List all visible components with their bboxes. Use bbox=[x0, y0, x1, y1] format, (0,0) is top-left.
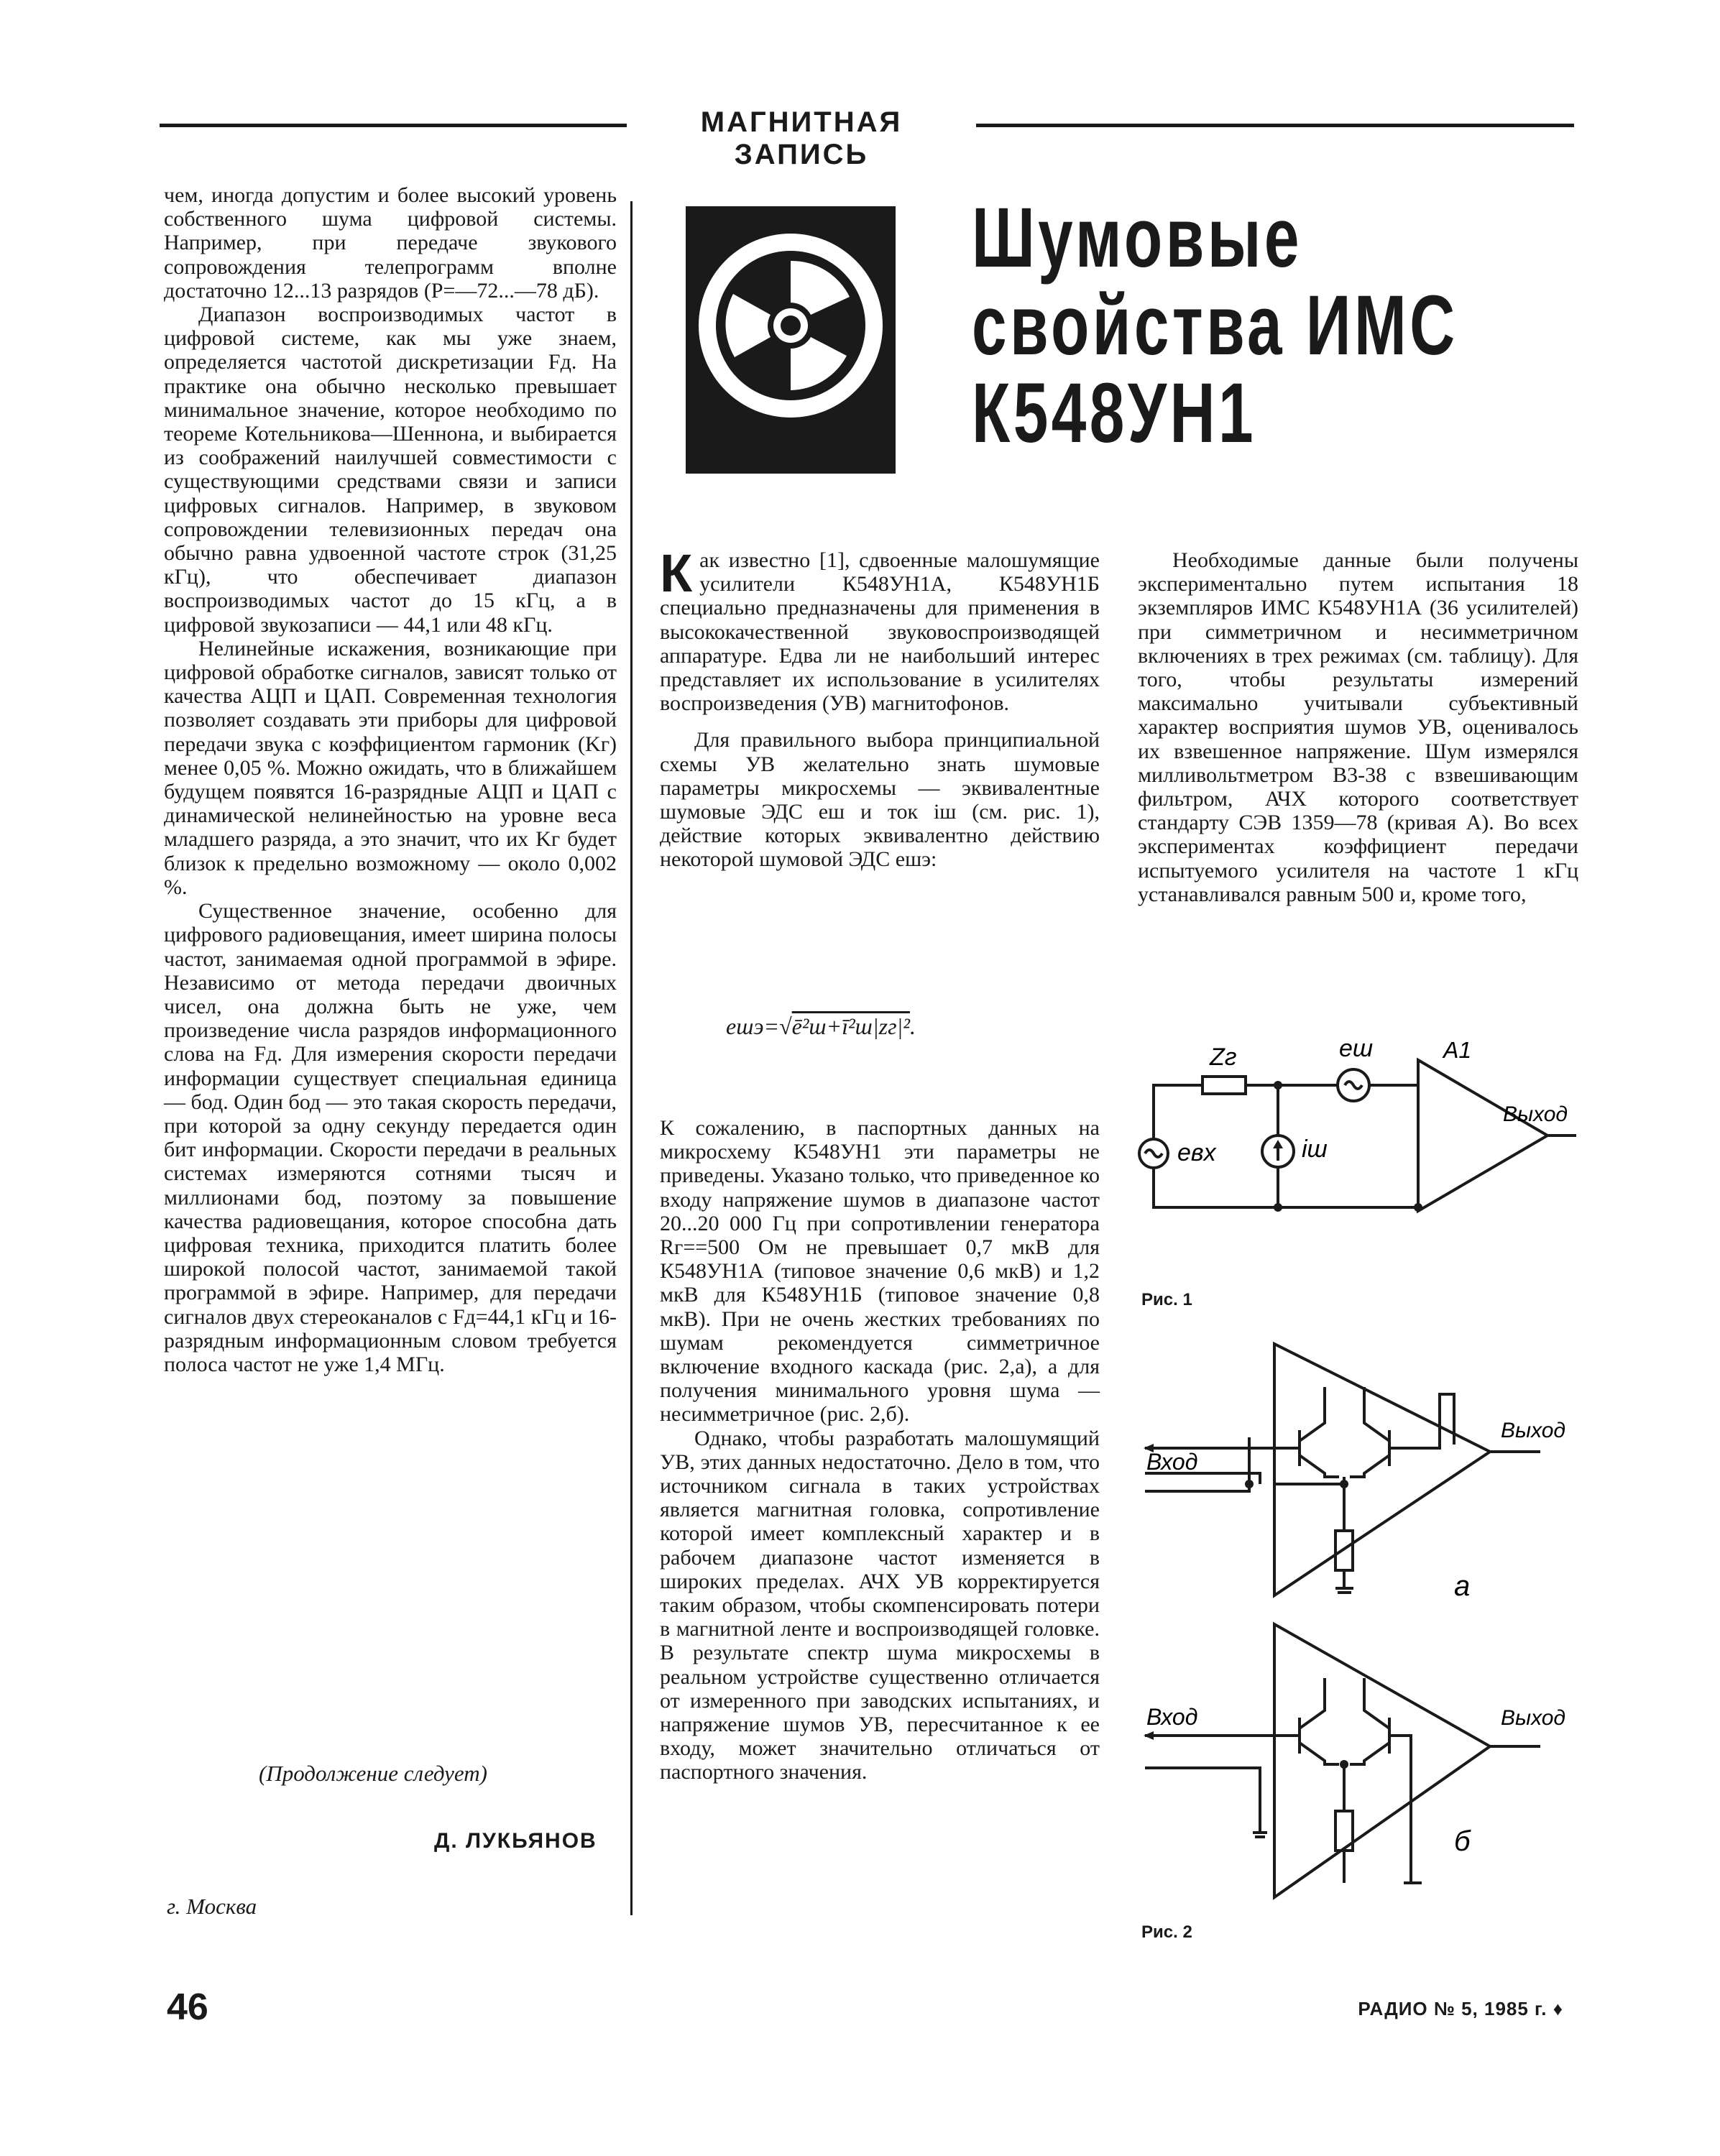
label-out-a: Выход bbox=[1501, 1419, 1566, 1442]
column-divider bbox=[630, 201, 633, 1915]
title-line: К548УН1 bbox=[972, 366, 1257, 461]
page-number: 46 bbox=[167, 1986, 208, 2028]
left-paragraph: чем, иногда допустим и более высокий уровень собственного шума цифровой системы. Например, при передаче звукового сопровождения телепрограмм вполне достаточно 12...13 разрядов (Р=—72...—78 дБ). bbox=[164, 183, 617, 303]
middle-paragraph: К сожалению, в паспортных данных на микросхему К548УН1 эти параметры не приведены. Указано только, что приведенное ко входу напряжение шумов в диапазоне частот 20...20 000 Гц при сопротивлении генератора Rг==500 Ом не превышает 0,7 мкВ для К548УН1А (типовое значение 0,6 мкВ) и 1,2 мкВ для К548УН1Б (типовое значение 0,8 мкВ). При не очень жестких требованиях по шумам рекомендуется симметричное включение входного каскада (рис. 2,а), а для получения минимального уровня шума — несимметричное (рис. 2,б). bbox=[660, 1116, 1100, 1427]
right-paragraph: Необходимые данные были получены экспериментально путем испытания 18 экземпляров ИМС К548УН1А (36 усилителей) при симметричном и несимметричном включениях в трех режимах (см. таблицу). Для того, чтобы результаты измерений максимально учитывали субъективный характер восприятия шумов УВ, оценивалось их взвешенное напряжение. Шум измерялся милливольтметром В3-38 с взвешивающим фильтром, АЧХ которого соответствует стандарту СЭВ 1359—78 (кривая А). Во всех экспериментах коэффициент передачи испытуемого усилителя на частоте 1 кГц устанавливался равным 500 и, кроме того, bbox=[1138, 548, 1578, 906]
continuation-note: (Продолжение следует) bbox=[259, 1761, 487, 1786]
tape-reel-icon bbox=[683, 203, 898, 476]
label-sub-b: б bbox=[1454, 1825, 1471, 1857]
label-evx: eвх bbox=[1177, 1139, 1216, 1166]
left-paragraph: Нелинейные искажения, возникающие при цифровой обработке сигналов, зависят только от качества АЦП и ЦАП. Современная технология позволяет создавать эти приборы для цифровой передачи звука с коэффициентом гармоник (Kг) менее 0,05 %. Можно ожидать, что в ближайшем будущем появятся 16-разрядные АЦП и ЦАП с динамической нелинейностью на уровне веса младшего разряда, а это значит, что их Kг будет близок к предельно возможному — около 0,002 %. bbox=[164, 636, 617, 899]
label-esh: eш bbox=[1339, 1042, 1374, 1062]
issue-info: РАДИО № 5, 1985 г. ♦ bbox=[1358, 1998, 1563, 2019]
label-a1: A1 bbox=[1443, 1042, 1472, 1063]
author-city: г. Москва bbox=[167, 1894, 257, 1919]
opamp-a1 bbox=[1418, 1060, 1547, 1211]
label-ish: iш bbox=[1302, 1135, 1328, 1163]
figure-2 bbox=[1138, 1337, 1583, 1912]
middle-paragraph: ак известно [1], сдвоенные малошумящие усилители К548УН1А, К548УН1Б специально предназначены для применения в высококачественной звуковоспроизводящей аппаратуре. Едва ли не наибольший интерес представляет их использование в усилителях воспроизведения (УВ) магнитофонов. bbox=[660, 548, 1100, 716]
middle-column-top bbox=[660, 543, 1100, 872]
noise-formula bbox=[726, 1013, 916, 1040]
label-zg: Zг bbox=[1210, 1044, 1237, 1071]
title-line: свойства ИМС bbox=[972, 278, 1458, 373]
figure-2-caption: Рис. 2 bbox=[1141, 1922, 1192, 1942]
middle-column-bottom bbox=[660, 1116, 1100, 1784]
middle-paragraph: Однако, чтобы разработать малошумящий УВ, этих данных недостаточно. Дело в том, что источником сигнала в таких устройствах является магнитная головка, сопротивление которой имеет комплексный характер и в рабочем диапазоне частот изменяется в широких пределах. АЧХ УВ корректируется таким образом, чтобы скомпенсировать потери в магнитной ленте и воспроизводящей головке. В результате спектр шума микросхемы в реальном устройстве существенно отличается от измеренного при заводских испытаниях, и напряжение шумов УВ, пересчитанное к ее входу, может значительно отличаться от паспортного значения. bbox=[660, 1426, 1100, 1784]
title-line: Шумовые bbox=[972, 190, 1302, 285]
label-in-b: Вход bbox=[1146, 1704, 1198, 1730]
formula-end: . bbox=[909, 1013, 916, 1039]
left-paragraph: Диапазон воспроизводимых частот в цифровой системе, как мы уже знаем, определяется частотой дискретизации Fд. На практике она обычно несколько превышает минимальное значение, которое необходимо по теореме Котельникова—Шеннона, и выбирается из соображений наилучшей совместимости с существующими средствами связи и записи цифровых сигналов. Например, в звуковом сопровождении телевизионных передач она обычно равна удвоенной частоте строк (31,25 кГц), что обеспечивает диапазон воспроизводимых частот до 15 кГц, а в цифровой звукозаписи — 44,1 или 48 кГц. bbox=[164, 303, 617, 637]
author-name: Д. ЛУКЬЯНОВ bbox=[434, 1829, 597, 1853]
section-title: МАГНИТНАЯ ЗАПИСЬ bbox=[700, 106, 903, 170]
middle-paragraph: Для правильного выбора принципиальной схемы УВ желательно знать шумовые параметры микросхемы — эквивалентные шумовые ЭДС eш и ток iш (см. рис. 1), действие которых эквивалентно действию некоторой шумовой ЭДС eшэ: bbox=[660, 728, 1100, 872]
left-column bbox=[164, 183, 617, 1376]
label-sub-a: а bbox=[1454, 1570, 1471, 1602]
label-out: Выход bbox=[1503, 1102, 1568, 1126]
header-rule-right bbox=[976, 124, 1574, 127]
right-column bbox=[1138, 548, 1578, 906]
opamp-a bbox=[1274, 1344, 1490, 1595]
header-rule-left bbox=[160, 124, 627, 127]
article-title bbox=[972, 190, 1458, 461]
formula-lhs: eшэ=√ bbox=[726, 1013, 792, 1039]
left-paragraph: Существенное значение, особенно для цифрового радиовещания, имеет ширина полосы частот, занимаемая одной программой в эфире. Независимо от метода передачи двоичных чисел, она должна быть не уже, чем произведение числа разрядов информационного слова на Fд. Для измерения скорости передачи информации существует специальная единица — бод. Один бод — это такая скорость передачи, при которой за одну секунду передается один бит информации. Скорости передачи в реальных системах измеряются сотнями тысяч и миллионами бод, поэтому за повышение качества радиовещания, которое способна дать цифровая техника, приходится платить более широкой полосой частот, занимаемой такой программой в эфире. Например, для передачи сигналов двух стереоканалов с Fд=44,1 кГц и 16-разрядным информационным словом требуется полоса частот не уже 1,4 МГц. bbox=[164, 899, 617, 1376]
label-in-a: Вход bbox=[1146, 1449, 1198, 1475]
formula-radicand: ē²ш+ī²ш|zг|² bbox=[791, 1013, 910, 1039]
resistor-zg bbox=[1202, 1077, 1246, 1094]
drop-cap: К bbox=[660, 543, 693, 603]
figure-1 bbox=[1138, 1042, 1583, 1279]
label-out-b: Выход bbox=[1501, 1706, 1566, 1730]
figure-1-caption: Рис. 1 bbox=[1141, 1290, 1192, 1309]
